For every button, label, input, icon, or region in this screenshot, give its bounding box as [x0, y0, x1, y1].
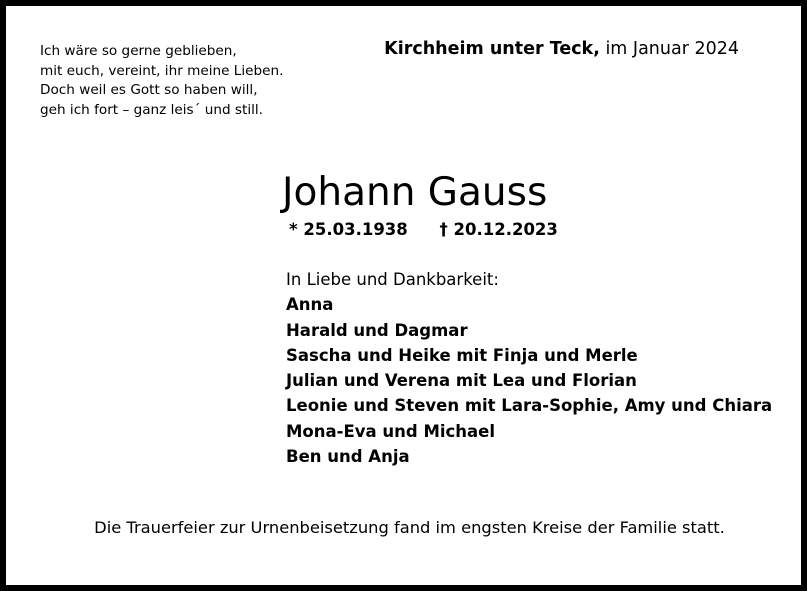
mourners-intro: In Liebe und Dankbarkeit: — [286, 270, 499, 289]
place-date — [384, 39, 739, 59]
poem-line: Doch weil es Gott so haben will, — [40, 82, 258, 99]
poem-line: Ich wäre so gerne geblieben, — [40, 43, 237, 59]
family-entry: Ben und Anja — [286, 447, 410, 467]
poem-line: geh ich fort – ganz leis´ und still. — [40, 102, 263, 119]
mourners — [286, 267, 772, 469]
family-entry: Anna — [286, 295, 334, 315]
poem — [40, 42, 283, 121]
poem-line: mit euch, vereint, ihr meine Lieben. — [40, 62, 284, 79]
death-date: † 20.12.2023 — [439, 220, 558, 239]
life-dates — [289, 220, 558, 239]
family-entry: Julian und Verena mit Lea und Florian — [286, 371, 637, 391]
funeral-notice: Die Trauerfeier zur Urnenbeisetzung fand im engsten Kreise der Familie statt. — [94, 518, 725, 537]
place: Kirchheim unter Teck, — [384, 39, 600, 59]
family-entry: Sascha und Heike mit Finja und Merle — [286, 345, 638, 365]
family-entry: Harald und Dagmar — [286, 320, 468, 340]
deceased-name: Johann Gauss — [282, 170, 548, 215]
date: im Januar 2024 — [605, 39, 739, 59]
family-entry: Leonie und Steven mit Lara-Sophie, Amy und Chiara — [286, 396, 773, 416]
birth-date: * 25.03.1938 — [289, 220, 408, 239]
family-entry: Mona-Eva und Michael — [286, 421, 496, 441]
